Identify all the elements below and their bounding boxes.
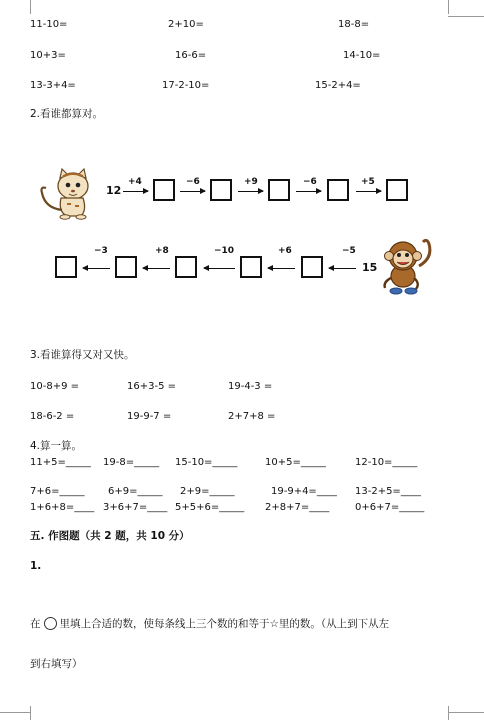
- monkey-illustration: [381, 236, 433, 296]
- expression: 10+3=: [30, 50, 66, 61]
- section-title: 2.看谁都算对。: [30, 108, 104, 120]
- answer-box[interactable]: [327, 179, 349, 201]
- expression: 2+7+8 =: [228, 411, 276, 422]
- arrow-left: [143, 268, 170, 269]
- answer-box[interactable]: [55, 256, 77, 278]
- arrow-right: [296, 191, 321, 192]
- answer-box[interactable]: [386, 179, 408, 201]
- expression: 7+6=_____: [30, 486, 85, 497]
- answer-box[interactable]: [240, 256, 262, 278]
- expression: 13-3+4=: [30, 80, 76, 91]
- expression: 0+6+7=_____: [355, 502, 425, 513]
- operation-label: −3: [94, 246, 108, 256]
- expression: 16+3-5 =: [127, 381, 176, 392]
- operation-label: −10: [214, 246, 235, 256]
- expression: 19-8=_____: [103, 457, 160, 468]
- answer-box[interactable]: [175, 256, 197, 278]
- question-number: 1.: [30, 560, 42, 572]
- arrow-right: [356, 191, 381, 192]
- expression: 13-2+5=____: [355, 486, 421, 497]
- expression: 19-9+4=____: [271, 486, 337, 497]
- expression: 5+5+6=_____: [175, 502, 245, 513]
- operation-label: +8: [155, 246, 169, 256]
- expression: 11+5=_____: [30, 457, 91, 468]
- arrow-left: [83, 268, 110, 269]
- expression: 2+8+7=____: [265, 502, 330, 513]
- instruction-pre: 在: [30, 618, 41, 630]
- expression: 18-8=: [338, 19, 370, 30]
- section-title: 4.算一算。: [30, 440, 83, 452]
- answer-box[interactable]: [153, 179, 175, 201]
- operation-label: −6: [186, 177, 200, 187]
- expression: 15-2+4=: [315, 80, 361, 91]
- chain-start-number: 12: [106, 184, 122, 197]
- arrow-left: [329, 268, 356, 269]
- arrow-right: [180, 191, 205, 192]
- arrow-right: [123, 191, 148, 192]
- expression: 3+6+7=____: [103, 502, 168, 513]
- answer-box[interactable]: [210, 179, 232, 201]
- arrow-right: [238, 191, 263, 192]
- instruction-text-line2: 到右填写）: [30, 658, 83, 670]
- expression: 19-9-7 =: [127, 411, 172, 422]
- expression: 19-4-3 =: [228, 381, 273, 392]
- operation-label: +6: [278, 246, 292, 256]
- expression: 10-8+9 =: [30, 381, 79, 392]
- expression: 6+9=_____: [108, 486, 163, 497]
- expression: 16-6=: [175, 50, 207, 61]
- expression: 10+5=_____: [265, 457, 326, 468]
- operation-label: −5: [342, 246, 356, 256]
- instruction-text: [30, 617, 389, 631]
- expression: 1+6+8=____: [30, 502, 95, 513]
- arrow-left: [204, 268, 235, 269]
- section-heading: 五. 作图题（共 2 题，共 10 分）: [30, 530, 190, 542]
- expression: 12-10=_____: [355, 457, 418, 468]
- arrow-left: [268, 268, 295, 269]
- section-title: 3.看谁算得又对又快。: [30, 349, 135, 361]
- operation-label: +5: [361, 177, 375, 187]
- page-corner-mark: [16, 0, 31, 14]
- expression: 18-6-2 =: [30, 411, 75, 422]
- page-corner-mark: [448, 2, 484, 17]
- operation-label: −6: [303, 177, 317, 187]
- answer-box[interactable]: [268, 179, 290, 201]
- answer-box[interactable]: [115, 256, 137, 278]
- cat-illustration: [37, 168, 99, 220]
- expression: 15-10=_____: [175, 457, 238, 468]
- blank-circle-icon: [44, 617, 57, 630]
- expression: 14-10=: [343, 50, 381, 61]
- expression: 11-10=: [30, 19, 68, 30]
- chain-start-number: 15: [362, 261, 378, 274]
- answer-box[interactable]: [301, 256, 323, 278]
- operation-label: +4: [128, 177, 142, 187]
- expression: 2+9=_____: [180, 486, 235, 497]
- instruction-post: 里填上合适的数，使每条线上三个数的和等于☆里的数。（从上到下从左: [59, 618, 390, 630]
- expression: 2+10=: [168, 19, 204, 30]
- expression: 17-2-10=: [162, 80, 210, 91]
- operation-label: +9: [244, 177, 258, 187]
